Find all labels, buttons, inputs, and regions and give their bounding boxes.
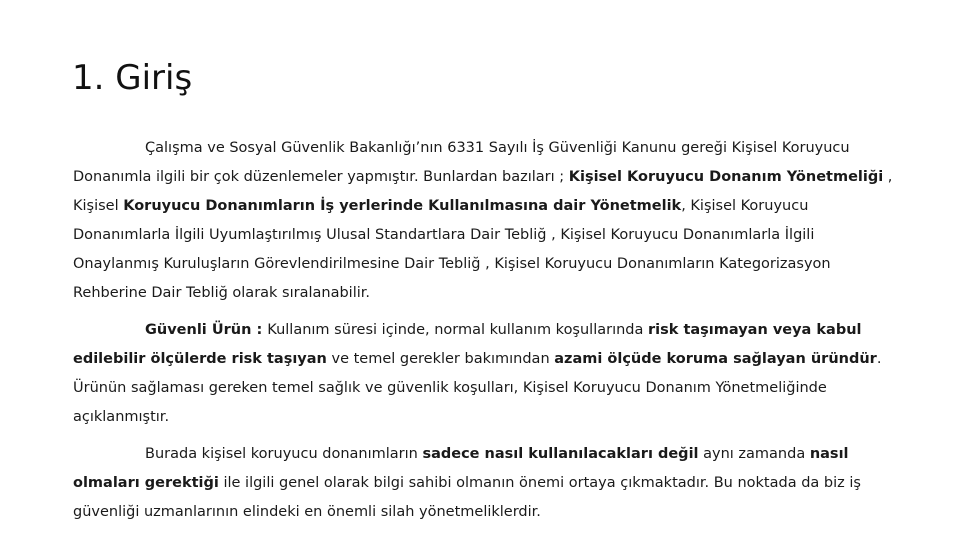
text-run: . Ürünün sağlaması gereken temel sağlık ve güvenlik koşulları, Kişisel Koruyucu Donanım Yönetmeliğinde açıklanmıştır. [73,351,882,425]
text-run: aynı zamanda [698,446,810,462]
paragraph-importance [73,440,893,527]
bold-text-run: Kişisel Koruyucu Donanım Yönetmeliği [568,169,884,185]
bold-text-run: Koruyucu Donanımların İş yerlerinde Kullanılmasına dair Yönetmelik [123,198,682,214]
slide-title: 1. Giriş [72,58,193,98]
bold-text-run: risk taşımayan veya kabul edilebilir ölçülerde risk taşıyan [73,322,862,367]
bold-text-run: nasıl olmaları gerektiği [73,446,849,491]
text-run: ile ilgili genel olarak bilgi sahibi olmanın önemi ortaya çıkmaktadır. Bu noktada da biz iş güvenliği uzmanlarının elindeki en önemli silah yönetmeliklerdir. [73,475,861,520]
bold-text-run: azami ölçüde koruma sağlayan üründür [554,351,877,367]
text-run: , Kişisel Koruyucu Donanımlarla İlgili Uyumlaştırılmış Ulusal Standartlara Dair Tebliğ , Kişisel Koruyucu Donanımlarla İlgili Onaylanmış Kuruluşların Görevlendirilmesine Dair Tebliğ , Kişisel Koruyucu Donanımların Kategorizasyon Rehberine Dair Tebliğ olarak sıralanabilir. [73,198,831,301]
bold-text-run: sadece nasıl kullanılacakları değil [422,446,699,462]
slide-body [73,134,893,527]
text-run: ve temel gerekler bakımından [326,351,555,367]
paragraph-safe-product [73,316,893,432]
bold-text-run: Güvenli Ürün : [145,322,268,338]
paragraph-regulations [73,134,893,308]
text-run: , Kişisel [73,169,893,214]
text-run: Çalışma ve Sosyal Güvenlik Bakanlığı’nın 6331 Sayılı İş Güvenliği Kanunu gereği Kişisel Koruyucu Donanımla ilgili bir çok düzenlemeler yapmıştır. Bunlardan bazıları ; [73,140,850,185]
text-run: Kullanım süresi içinde, normal kullanım koşullarında [267,322,648,338]
text-run: Burada kişisel koruyucu donanımların [145,446,423,462]
